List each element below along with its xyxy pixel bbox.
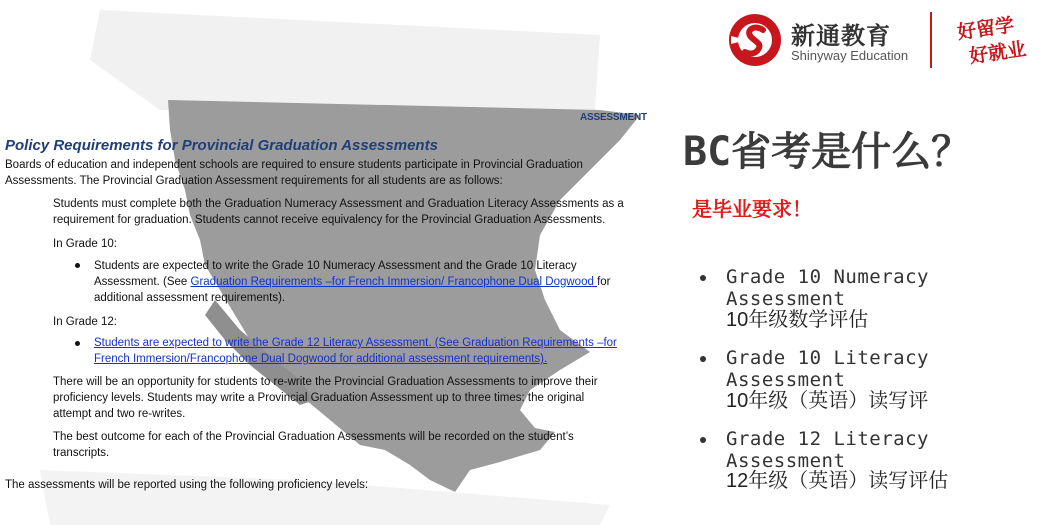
document-heading: Policy Requirements for Provincial Graduation Assessments [5,137,438,154]
g10-line-2 [94,274,610,290]
slogan-line-1: 好留学 [956,15,1016,44]
rewrite-line-2: proficiency levels. Students may write a Provincial Graduation Assessment up to three times: the original [53,392,585,404]
slide-title: BC省考是什么？ [683,129,972,175]
brand-logo [725,10,1045,72]
shinyway-logo-icon [725,10,785,70]
must-line-2: requirement for graduation. Students cannot receive equivalency for the Provincial Graduation Assessments. [53,214,606,226]
list-bullet [700,437,706,443]
brand-divider [930,12,932,68]
requirement-note: 是毕业要求！ [692,199,812,221]
item-1-zh: 10年级数学评估 [726,309,869,331]
item-1-en: Grade 10 Numeracy Assessment [726,266,929,310]
brand-name-en: Shinyway Education [791,48,909,63]
list-bullet [700,275,706,281]
rewrite-line-1: There will be an opportunity for students to re-write the Provincial Graduation Assessments to improve their [53,376,598,388]
g12-link-line-2[interactable]: French Immersion/Francophone Dual Dogwood for additional assessment requirements). [94,353,548,365]
grade10-label: In Grade 10: [53,238,117,250]
must-line-1: Students must complete both the Graduation Numeracy Assessment and Graduation Literacy Assessments as a [53,198,624,210]
item-3-en: Grade 12 Literacy Assessment [726,428,929,472]
reported-line: The assessments will be reported using the following proficiency levels: [5,479,369,491]
g10-line-3: additional assessment requirements). [94,292,286,304]
intro-line-1: Boards of education and independent schools are required to ensure students participate in Provincial Graduation [5,159,583,171]
list-bullet [700,356,706,362]
assessment-tag: ASSESSMENT [580,112,647,123]
item-2-zh: 10年级（英语）读写评 [726,390,929,412]
g10-line-1: Students are expected to write the Grade 10 Numeracy Assessment and the Grade 10 Literacy [94,260,577,272]
bullet-dot [75,341,80,346]
bullet-dot [75,263,80,268]
g12-link-line-1[interactable]: Students are expected to write the Grade 12 Literacy Assessment. (See Graduation Requirements –for [94,337,617,349]
intro-line-2: Assessments. The Provincial Graduation Assessment requirements for all students are as follows: [5,175,503,187]
item-2-en: Grade 10 Literacy Assessment [726,347,929,391]
slogan-line-2: 好就业 [968,39,1028,68]
grade12-label: In Grade 12: [53,316,117,328]
best-line-1: The best outcome for each of the Provincial Graduation Assessments will be recorded on the student’s [53,431,574,443]
french-immersion-link[interactable]: Graduation Requirements –for French Immersion/ Francophone Dual Dogwood [190,276,598,288]
brand-name-zh: 新通教育 [791,23,891,50]
g10-line-2-pre: Assessment. (See [94,276,191,288]
g10-line-2-post: for [597,276,611,288]
best-line-2: transcripts. [53,447,110,459]
rewrite-line-3: attempt and two re-writes. [53,408,186,420]
item-3-zh: 12年级（英语）读写评估 [726,470,949,492]
